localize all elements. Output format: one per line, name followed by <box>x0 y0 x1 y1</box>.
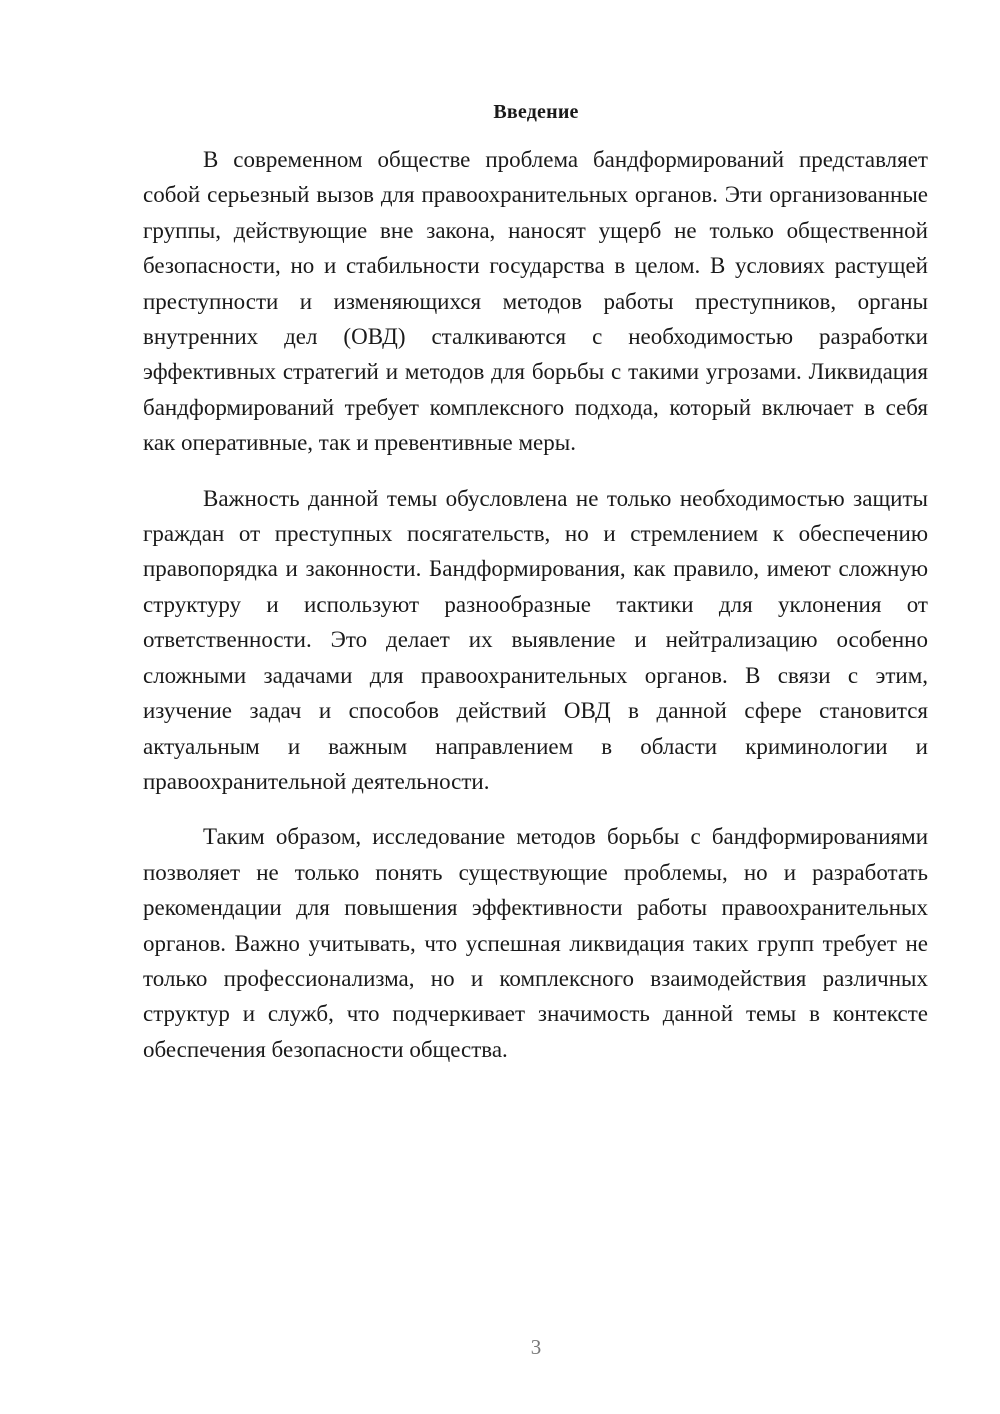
section-title: Введение <box>493 101 579 123</box>
paragraph-2: Важность данной темы обусловлена не только необходимостью защиты граждан от преступных посягательств, но и стремлением к обеспечению правопорядка и законности. Бандформирования, как правило, имеют сложную структуру и используют разнообразные тактики для уклонения от ответственности. Это делает их выявление и нейтрализацию особенно сложными задачами для правоохранительных органов. В связи с этим, изучение задач и способов действий ОВД в данной сфере становится актуальным и важным направлением в области криминологии и правоохранительной деятельности. <box>143 485 928 794</box>
body-text <box>143 142 928 1087</box>
page-number: 3 <box>530 1335 542 1359</box>
paragraph-3: Таким образом, исследование методов борьбы с бандформированиями позволяет не только понять существующие проблемы, но и разработать рекомендации для повышения эффективности работы правоохранительных органов. Важно учитывать, что успешная ликвидация таких групп требует не только профессионализма, но и комплексного взаимодействия различных структур и служб, что подчеркивает значимость данной темы в контексте обеспечения безопасности общества. <box>143 824 928 1062</box>
paragraph-1: В современном обществе проблема бандформирований представляет собой серьезный вызов для правоохранительных органов. Эти организованные группы, действующие вне закона, наносят ущерб не только общественной безопасности, но и стабильности государства в целом. В условиях растущей преступности и изменяющихся методов работы преступников, органы внутренних дел (ОВД) сталкиваются с необходимостью разработки эффективных стратегий и методов для борьбы с такими угрозами. Ликвидация бандформирований требует комплексного подхода, который включает в себя как оперативные, так и превентивные меры. <box>143 147 928 456</box>
